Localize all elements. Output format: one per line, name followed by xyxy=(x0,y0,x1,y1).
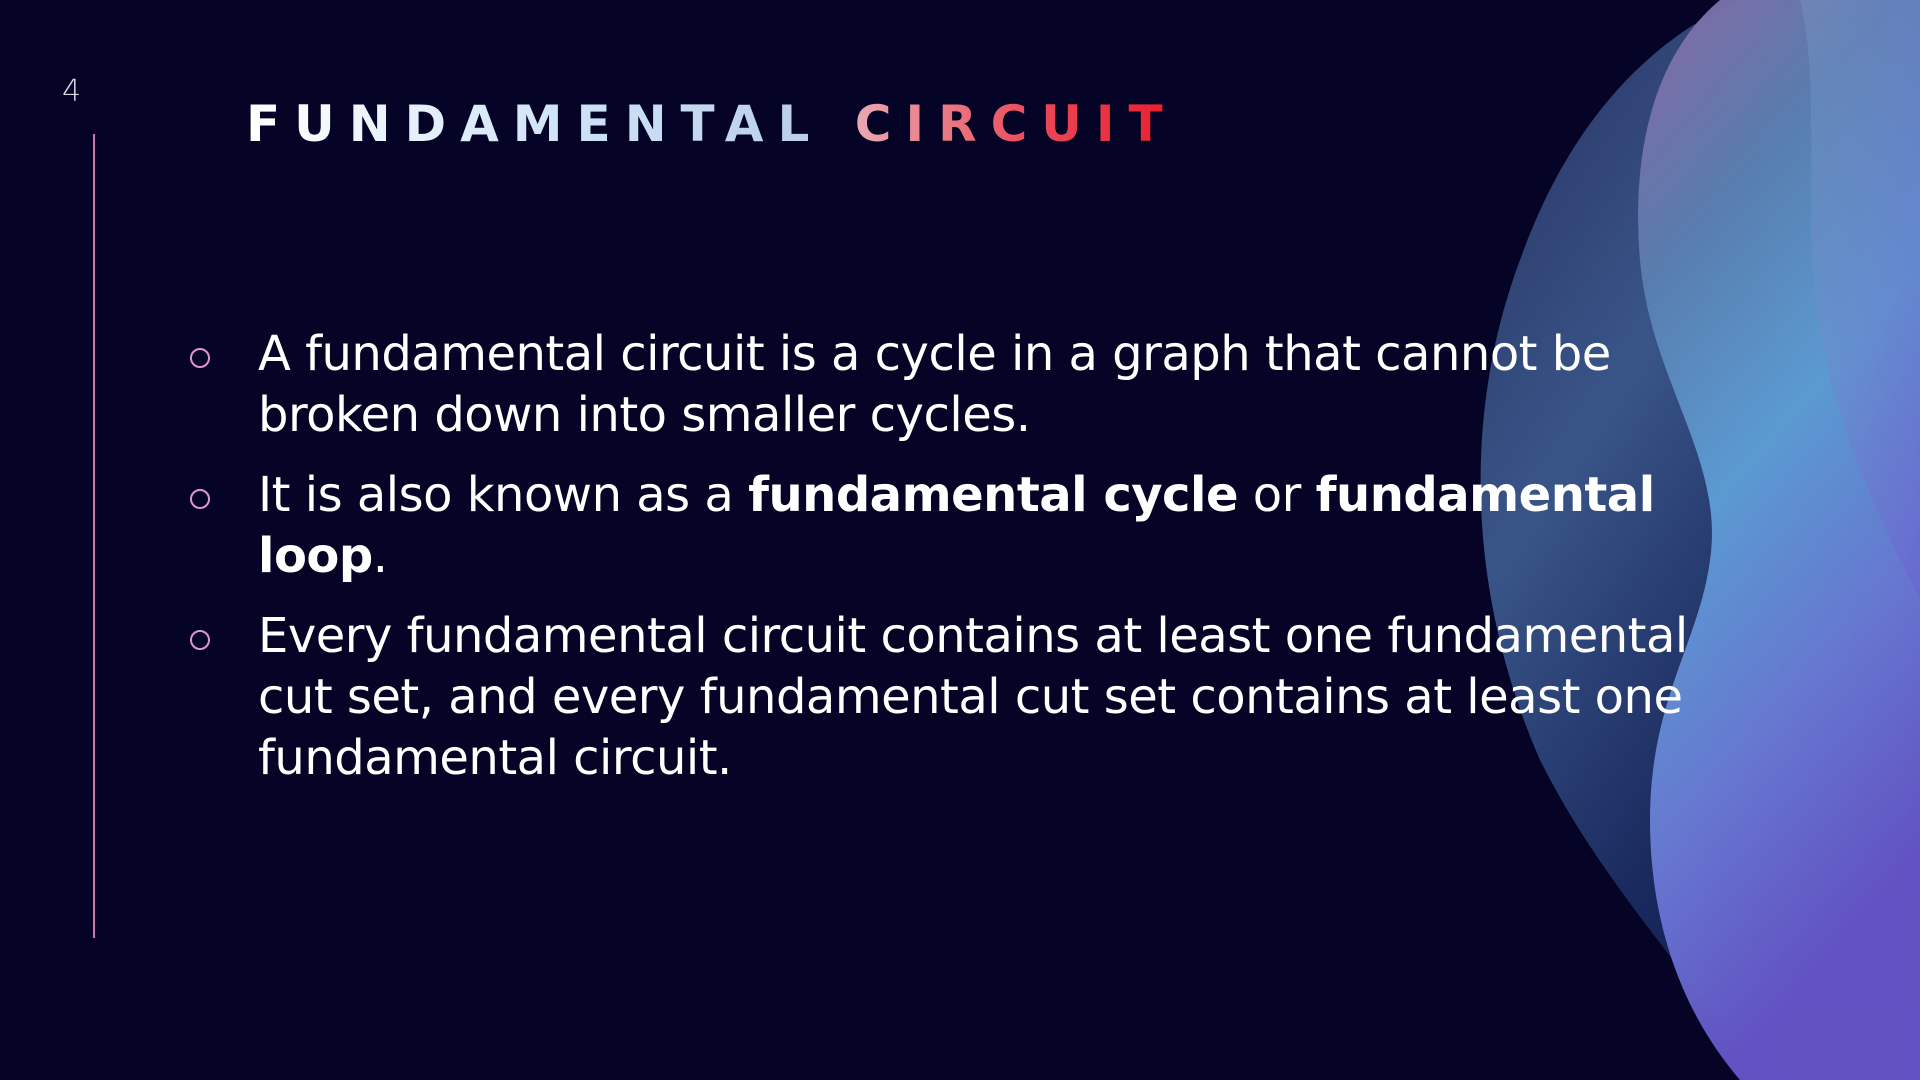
hollow-circle-bullet-icon xyxy=(190,348,210,368)
bullet-text-post: . xyxy=(372,528,388,584)
vertical-accent-line xyxy=(93,134,95,938)
bullet-text: Every fundamental circuit contains at least one fundamental cut set, and every fundamental cut set contains at least one fundamental circuit. xyxy=(258,608,1688,786)
bullet-text-mid: or xyxy=(1238,467,1316,523)
bullet-item-cut-set-relation xyxy=(186,606,1756,789)
bullet-text: A fundamental circuit is a cycle in a graph that cannot be broken down into smaller cycles. xyxy=(258,326,1611,443)
hollow-circle-bullet-icon xyxy=(190,630,210,650)
title-word-circuit: CIRCUIT xyxy=(854,95,1177,153)
bullet-item-definition xyxy=(186,324,1756,446)
bold-term-fundamental-cycle: fundamental cycle xyxy=(748,467,1239,523)
bullet-item-aliases xyxy=(186,465,1756,587)
bullet-text-pre: It is also known as a xyxy=(258,467,749,523)
slide-title xyxy=(246,95,1177,153)
title-word-fundamental: FUNDAMENTAL xyxy=(246,95,824,153)
bold-term-fundamental-loop: fundamental loop xyxy=(258,467,1655,584)
bullet-list xyxy=(186,324,1756,808)
hollow-circle-bullet-icon xyxy=(190,489,210,509)
slide-number: 4 xyxy=(62,74,82,109)
